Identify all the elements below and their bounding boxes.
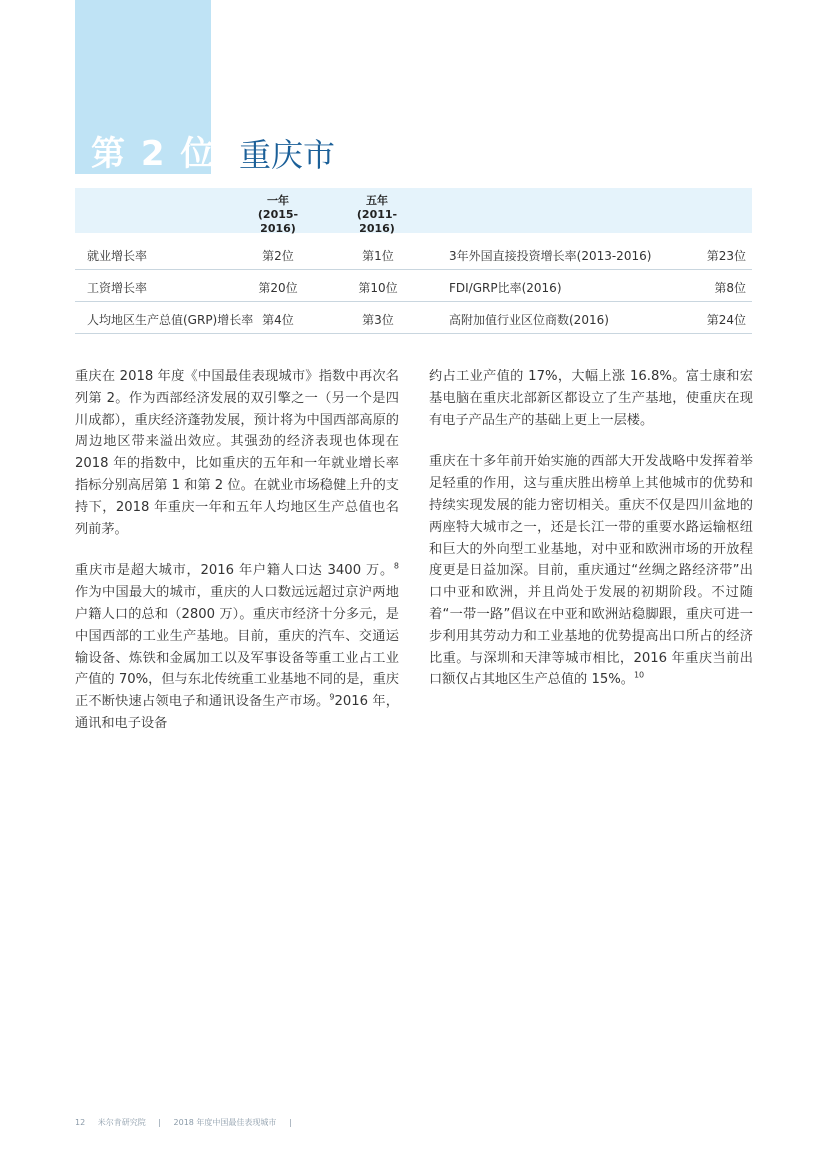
footnote-ref-9: 9 bbox=[329, 692, 335, 702]
metric-label: 人均地区生产总值(GRP)增长率 bbox=[87, 313, 254, 327]
footnote-ref-10: 10 bbox=[633, 670, 645, 680]
column-header-one-year-line2: (2015-2016) bbox=[257, 208, 299, 235]
table-row bbox=[75, 237, 752, 270]
metric2-rank: 第8位 bbox=[714, 281, 746, 295]
right-paragraph-2-text: 重庆在十多年前开始实施的西部大开发战略中发挥着举足轻重的作用，这与重庆胜出榜单上其他城市的优势和持续实现发展的能力密切相关。重庆不仅是四川盆地的两座特大城市之一，还是长江一带的重要水路运输枢纽和巨大的外向型工业基地，对中亚和欧洲市场的开放程度更是日益加深。目前，重庆通过“丝绸之路经济带”出口中亚和欧洲，并且尚处于发展的初期阶段。不过随着“一带一路”倡议在中亚和欧洲站稳脚跟，重庆可进一步利用其劳动力和工业基地的优势提高出口所占的经济比重。与深圳和天津等城市相比，2016 年重庆当前出口额仅占其地区生产总值的 15%。 bbox=[429, 454, 753, 688]
left-paragraph-2 bbox=[75, 560, 399, 734]
right-paragraph-2 bbox=[429, 451, 753, 691]
rank-label: 第 2 位 bbox=[91, 134, 217, 174]
page-footer bbox=[75, 1117, 302, 1128]
metric-label: 工资增长率 bbox=[87, 281, 148, 295]
table-row bbox=[75, 269, 752, 302]
left-paragraph-1: 重庆在 2018 年度《中国最佳表现城市》指数中再次名列第 2。作为西部经济发展的双引擎之一（另一个是四川成都），重庆经济蓬勃发展，预计将为中国西部高原的周边地区带来溢出效应。其强劲的经济表现也体现在 2018 年的指数中，比如重庆的五年和一年就业增长率指标分别高居第 1 和第 2 位。在就业市场稳健上升的支持下，2018 年重庆一年和五年人均地区生产总值也名列前茅。 bbox=[75, 369, 399, 537]
one-year-rank: 第2位 bbox=[262, 249, 294, 263]
column-header-one-year-line1: 一年 bbox=[267, 194, 289, 207]
metric2-label: FDI/GRP比率(2016) bbox=[449, 281, 562, 295]
metric2-label: 高附加值行业区位商数(2016) bbox=[449, 313, 609, 327]
table-row bbox=[75, 301, 752, 334]
five-year-rank: 第3位 bbox=[362, 313, 394, 327]
metric2-label: 3年外国直接投资增长率(2013-2016) bbox=[449, 249, 652, 263]
footnote-ref-8: 8 bbox=[393, 561, 399, 571]
column-header-five-year bbox=[341, 194, 413, 236]
right-paragraph-1: 约占工业产值的 17%，大幅上涨 16.8%。富士康和宏基电脑在重庆北部新区都设立了生产基地，使重庆在现有电子产品生产的基础上更上一层楼。 bbox=[429, 369, 753, 428]
footer-separator: | bbox=[288, 1118, 292, 1127]
left-text-column bbox=[75, 366, 399, 755]
table-header-band bbox=[75, 188, 752, 233]
five-year-rank: 第1位 bbox=[362, 249, 394, 263]
one-year-rank: 第20位 bbox=[258, 281, 298, 295]
left-paragraph-2-part-c: 2016 年，通讯和电子设备 bbox=[75, 694, 399, 731]
metric2-rank: 第24位 bbox=[706, 313, 746, 327]
left-paragraph-2-part-b: 作为中国最大的城市，重庆的人口数远远超过京沪两地户籍人口的总和（2800 万）。重庆市经济十分多元，是中国西部的工业生产基地。目前，重庆的汽车、交通运输设备、炼铁和金属加工以及军事设备等重工业占工业产值的 70%，但与东北传统重工业基地不同的是，重庆正不断快速占领电子和通讯设备生产市场。 bbox=[75, 585, 399, 710]
column-header-one-year bbox=[248, 194, 308, 236]
footer-report-title: 2018 年度中国最佳表现城市 bbox=[173, 1118, 277, 1127]
five-year-rank: 第10位 bbox=[358, 281, 398, 295]
one-year-rank: 第4位 bbox=[262, 313, 294, 327]
column-header-five-year-line2: (2011-2016) bbox=[356, 208, 398, 235]
right-text-column bbox=[429, 366, 753, 711]
footer-org: 米尔肯研究院 bbox=[97, 1118, 146, 1127]
column-header-five-year-line1: 五年 bbox=[366, 194, 388, 207]
metric2-rank: 第23位 bbox=[706, 249, 746, 263]
page-number: 12 bbox=[75, 1118, 86, 1127]
city-title: 重庆市 bbox=[239, 136, 336, 174]
metric-label: 就业增长率 bbox=[87, 249, 148, 263]
footer-separator: | bbox=[158, 1118, 161, 1127]
left-paragraph-2-part-a: 重庆市是超大城市，2016 年户籍人口达 3400 万。 bbox=[75, 563, 394, 579]
